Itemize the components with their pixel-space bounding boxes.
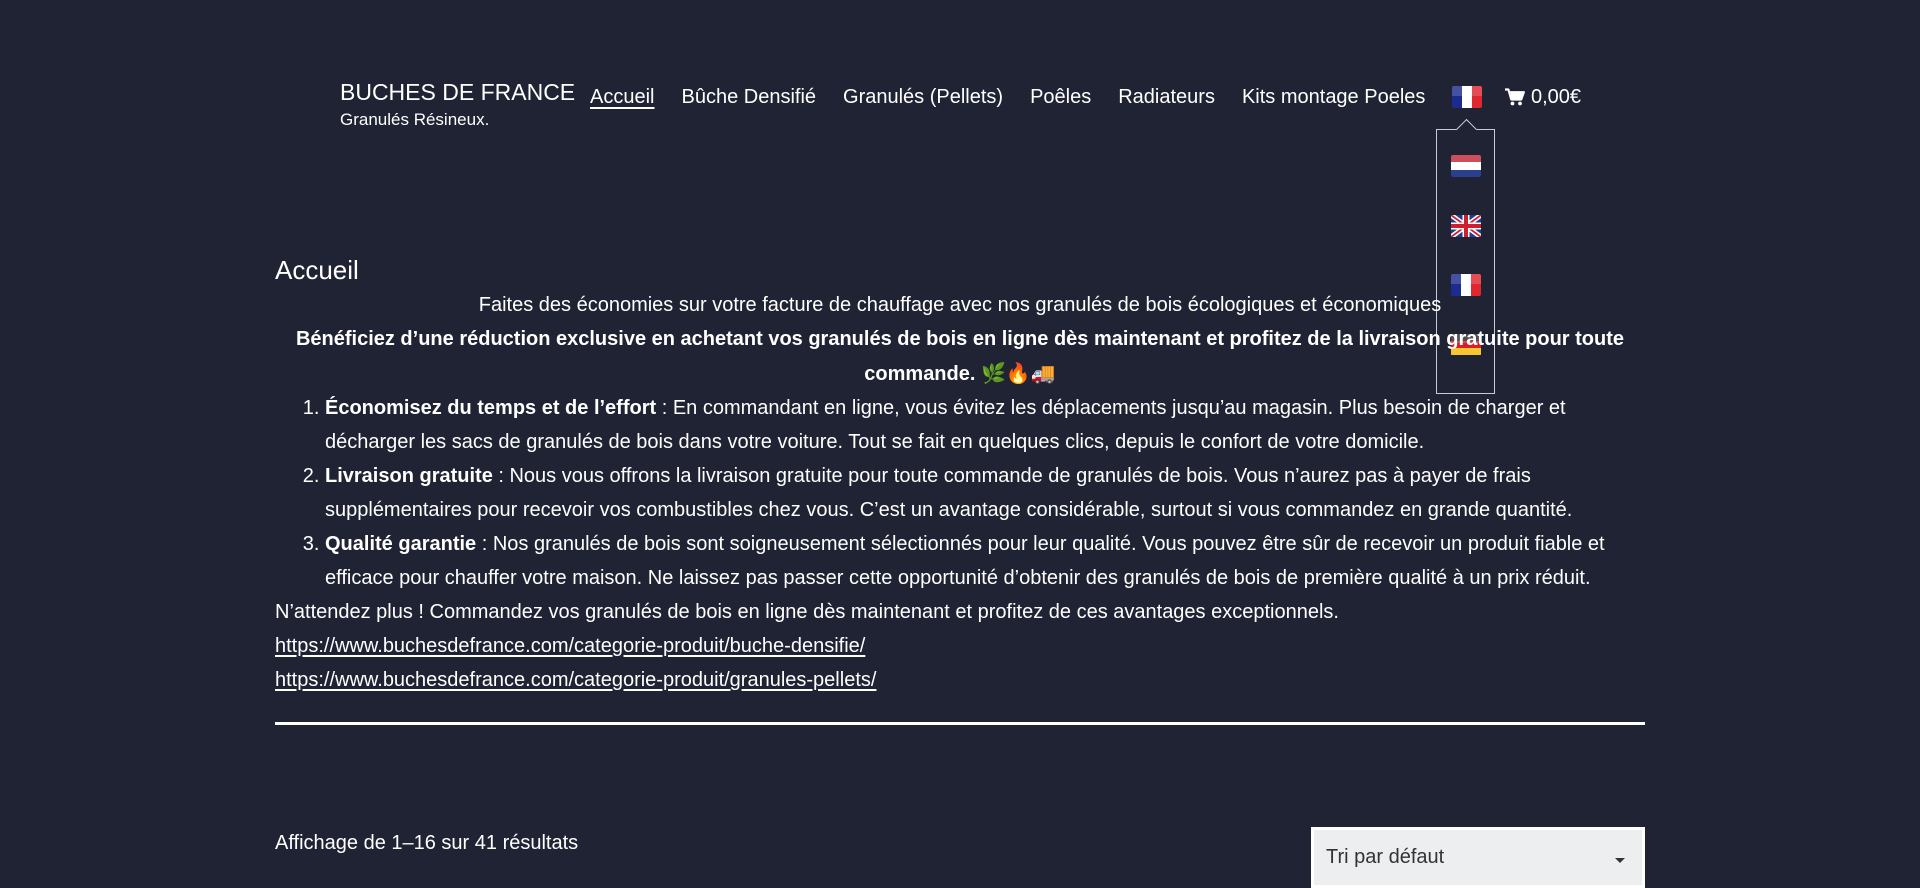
site-branding	[340, 78, 575, 130]
cart-button[interactable]	[1505, 83, 1581, 111]
site-title[interactable]: BUCHES DE FRANCE	[340, 79, 576, 105]
results-count: Affichage de 1–16 sur 41 résultats	[275, 832, 579, 854]
benefit-text: : Nous vous offrons la livraison gratuite pour toute commande de granulés de bois. Vous n’aurez pas à payer de frais supplémentaires pour recevoir vos combustibles chez vous. C’est un avantage considérable, surtout si vous commandez en grande quantité.	[325, 465, 1573, 521]
nav-item-poeles[interactable]: Poêles	[1030, 86, 1092, 108]
site-tagline: Granulés Résineux.	[340, 110, 490, 129]
cart-total: 0,00€	[1531, 85, 1582, 108]
sort-select[interactable]	[1311, 827, 1645, 888]
benefit-title: Qualité garantie	[325, 533, 477, 555]
link-granules-pellets[interactable]: https://www.buchesdefrance.com/categorie-produit/granules-pellets/	[275, 669, 877, 691]
list-item	[325, 459, 1645, 527]
caret-down-icon	[1615, 858, 1625, 863]
nav-item-kits-montage-poeles[interactable]: Kits montage Poeles	[1241, 86, 1426, 108]
language-option-netherlands[interactable]	[1451, 155, 1481, 215]
page-content	[275, 288, 1645, 697]
promo-line-1: Bénéficiez d’une réduction exclusive en achetant vos granulés de bois en ligne dès maintenant et profitez de la livraison gratuite pour toute	[295, 328, 1625, 350]
benefit-text: : Nos granulés de bois sont soigneusement sélectionnés pour leur qualité. Vous pouvez être sûr de recevoir un produit fiable et efficace pour chauffer votre maison. Ne laissez pas passer cette opportunité d’obtenir des granulés de bois de première qualité à un prix réduit.	[325, 533, 1605, 589]
sort-selected-value: Tri par défaut	[1326, 846, 1445, 868]
main-nav	[590, 83, 1452, 111]
flag-france-icon	[1452, 86, 1482, 108]
promo-line-2: commande.	[864, 363, 976, 385]
nav-item-radiateurs[interactable]: Radiateurs	[1118, 86, 1215, 108]
cart-icon	[1505, 88, 1525, 106]
list-item	[325, 527, 1645, 595]
closing-text: N’attendez plus ! Commandez vos granulés de bois en ligne dès maintenant et profitez de ces avantages exceptionnels.	[275, 601, 1339, 623]
benefit-text: : En commandant en ligne, vous évitez les déplacements jusqu’au magasin. Plus besoin de charger et décharger les sacs de granulés de bois dans votre voiture. Tout se fait en quelques clics, depuis le confort de votre domicile.	[325, 397, 1566, 453]
promo-emojis: 🌿🔥🚚	[981, 361, 1056, 385]
benefits-list	[275, 391, 1645, 595]
benefit-title: Économisez du temps et de l’effort	[325, 397, 657, 419]
promo-text	[275, 322, 1645, 391]
page-title: Accueil	[275, 255, 359, 285]
link-buche-densifie[interactable]: https://www.buchesdefrance.com/categorie-produit/buche-densifie/	[275, 635, 866, 657]
nav-item-buche-densifie[interactable]: Bûche Densifié	[681, 86, 817, 108]
flag-united-kingdom-icon	[1451, 215, 1481, 237]
list-item	[325, 391, 1645, 459]
language-option-english[interactable]	[1451, 215, 1481, 275]
intro-text: Faites des économies sur votre facture de chauffage avec nos granulés de bois écologiques et économiques	[478, 294, 1442, 316]
flag-netherlands-icon	[1451, 155, 1481, 177]
language-switcher[interactable]	[1436, 83, 1498, 111]
nav-item-granules-pellets[interactable]: Granulés (Pellets)	[843, 86, 1004, 108]
nav-item-accueil[interactable]: Accueil	[590, 86, 655, 108]
benefit-title: Livraison gratuite	[325, 465, 493, 487]
content-separator	[275, 722, 1645, 725]
